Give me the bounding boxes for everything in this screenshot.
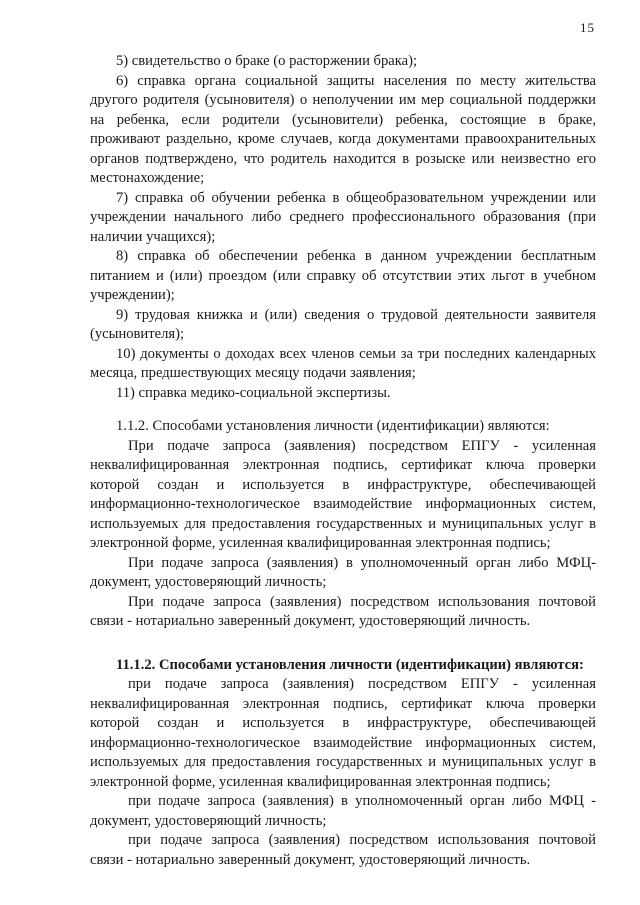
section-old-heading: 1.1.2. Способами установления личности (идентификации) являются: (116, 418, 550, 434)
list-item-11: 11) справка медико-социальной экспертизы. (116, 384, 391, 401)
document-body (90, 52, 596, 870)
section-new-heading: 11.1.2. Способами установления личности (идентификации) являются: (116, 656, 584, 673)
list-item-9: 9) трудовая книжка и (или) сведения о трудовой деятельности заявителя (усыновителя); (90, 306, 596, 342)
section-old-para-2: При подаче запроса (заявления) в уполномоченный орган либо МФЦ-документ, удостоверяющий личность; (90, 554, 596, 590)
list-item-5: 5) свидетельство о браке (о расторжении брака); (116, 53, 418, 69)
page-number: 15 (580, 20, 595, 35)
section-old-para-3: При подаче запроса (заявления) посредством использования почтовой связи - нотариально заверенный документ, удостоверяющий личность. (90, 593, 596, 629)
section-new-para-3: при подаче запроса (заявления) посредством использования почтовой связи - нотариально заверенный документ, удостоверяющий личность. (90, 832, 596, 868)
list-item-7: 7) справка об обучении ребенка в общеобразовательном учреждении или учреждении начального либо среднего профессионального образования (при наличии учащихся); (90, 189, 596, 245)
list-item-10: 10) документы о доходах всех членов семьи за три последних календарных месяца, предшествующих месяцу подачи заявления; (90, 345, 596, 381)
section-old-para-1: При подаче запроса (заявления) посредством ЕПГУ - усиленная неквалифицированная электронная подпись, сертификат ключа проверки которой создан и используется в инфраструктуре, обеспечивающей информационно-технологическое взаимодействие информационных систем, используемых для предоставления государственных и муниципальных услуг в электронной форме, усиленная квалифицированная электронная подпись; (90, 437, 596, 551)
section-new-para-1: при подаче запроса (заявления) посредством ЕПГУ - усиленная неквалифицированная электронная подпись, сертификат ключа проверки которой создан и используется в инфраструктуре, обеспечивающей информационно-технологическое взаимодействие информационных систем, используемых для предоставления государственных и муниципальных услуг в электронной форме, усиленная квалифицированная электронная подпись; (90, 676, 596, 790)
section-new-para-2: при подаче запроса (заявления) в уполномоченный орган либо МФЦ - документ, удостоверяющий личность; (90, 793, 596, 829)
list-item-6: 6) справка органа социальной защиты населения по месту жительства другого родителя (усыновителя) о неполучении им мер социальной поддержки на ребенка, если родители (усыновители) ребенка, состоящие в браке, проживают раздельно, кроме случаев, когда документами правоохранительных органов подтверждено, что родитель находится в розыске или неизвестно его местонахождение; (90, 72, 596, 186)
list-item-8: 8) справка об обеспечении ребенка в данном учреждении бесплатным питанием и (или) проездом (или справку об отсутствии этих льгот в учебном учреждении); (90, 248, 596, 303)
